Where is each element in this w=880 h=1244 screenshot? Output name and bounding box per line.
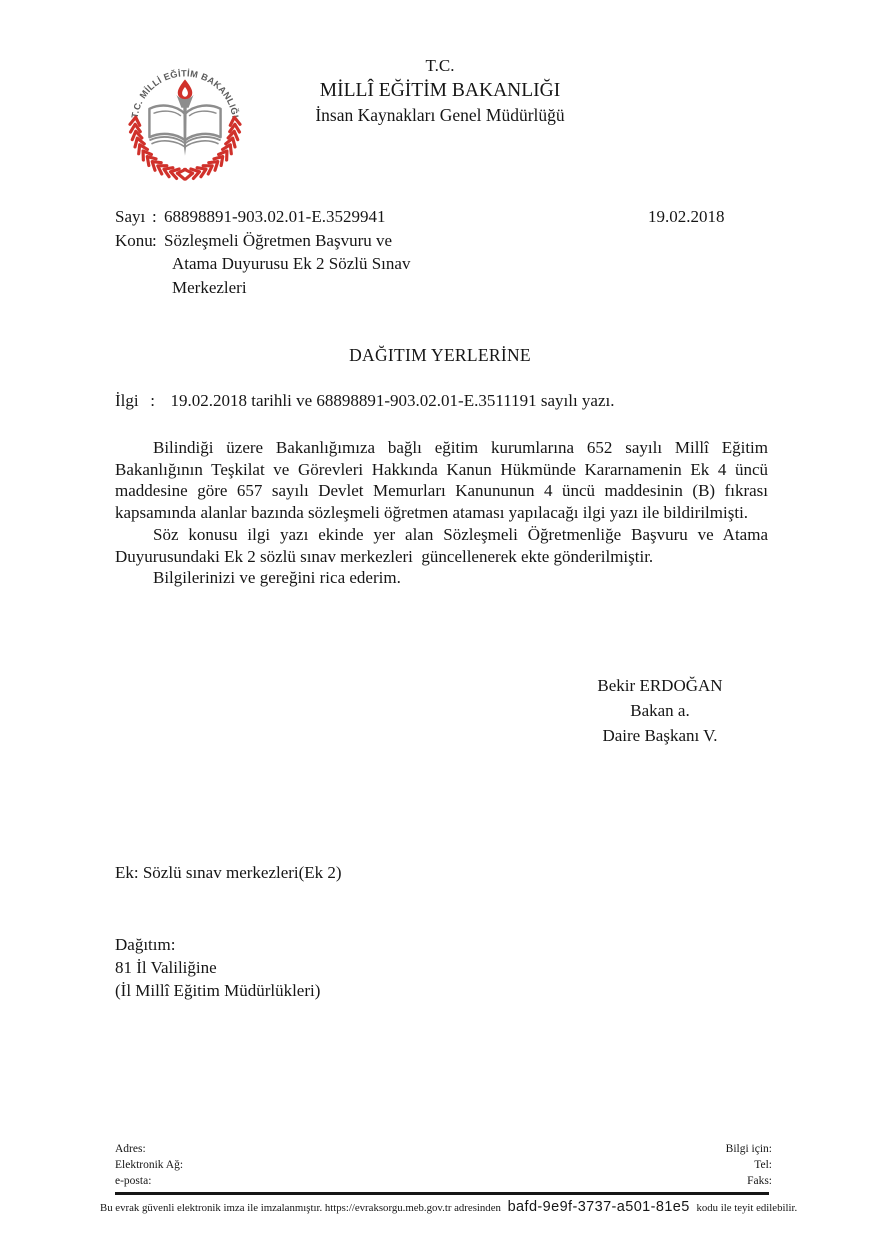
footer-contact (115, 1141, 772, 1189)
reference-colon: : (150, 391, 155, 410)
sayi-label: Sayı (115, 207, 146, 226)
konu-line: Merkezleri (172, 277, 247, 297)
footer-address-label: Adres: (115, 1143, 146, 1155)
konu-row (115, 229, 410, 300)
letter-body (115, 437, 773, 589)
sayi-value: 68898891-903.02.01-E.3529941 (164, 207, 386, 226)
header-ministry: MİLLÎ EĞİTİM BAKANLIĞI (319, 80, 561, 101)
footer-info-label: Bilgi için: (725, 1143, 772, 1155)
reference-text: 19.02.2018 tarihli ve 68898891-903.02.01-E.3511191 sayılı yazı. (170, 391, 615, 410)
footer-contact-left (115, 1141, 183, 1189)
konu-line: Atama Duyurusu Ek 2 Sözlü Sınav (172, 254, 411, 273)
verification-prefix: Bu evrak güvenli elektronik imza ile imzalanmıştır. https://evraksorgu.meb.gov.tr adresinden (100, 1202, 501, 1214)
verification-line (100, 1199, 798, 1217)
distribution-line: 81 İl Valiliğine (115, 958, 217, 977)
body-paragraph: Söz konusu ilgi yazı ekinde yer alan Sözleşmeli Öğretmenliğe Başvuru ve Atama Duyurusundaki Ek 2 sözlü sınav merkezleri güncellenerek ekte gönderilmiştir. (115, 524, 773, 566)
letterhead (0, 54, 880, 128)
attachment-line: Ek: Sözlü sınav merkezleri(Ek 2) (115, 863, 342, 882)
reference-row (115, 390, 614, 412)
footer-email-label: e-posta: (115, 1175, 152, 1187)
signature-block (500, 674, 820, 748)
footer-contact-right (726, 1141, 772, 1189)
signature-name: Bekir ERDOĞAN (597, 676, 723, 695)
body-paragraph: Bilindiği üzere Bakanlığımıza bağlı eğitim kurumlarına 652 sayılı Millî Eğitim Bakanlığının Teşkilat ve Görevleri Hakkında Kanun Hükmünde Kararnamenin Ek 4 üncü maddesine göre 657 sayılı Devlet Memurları Kanununun 4 üncü maddesinin (B) fıkrası kapsamında alanlar bazında sözleşmeli öğretmen ataması yapılacağı ilgi yazı ile bildirilmişti. (115, 438, 773, 523)
document-date: 19.02.2018 (648, 207, 725, 226)
distribution-block (115, 933, 320, 1002)
signature-title: Daire Başkanı V. (602, 725, 718, 745)
footer-tel-label: Tel: (754, 1159, 772, 1171)
konu-label: Konu (115, 230, 153, 250)
sayi-row (115, 205, 410, 229)
header-directorate: İnsan Kaynakları Genel Müdürlüğü (315, 105, 565, 125)
konu-value (164, 229, 410, 300)
konu-line: Sözleşmeli Öğretmen Başvuru ve (164, 230, 393, 250)
header-republic: T.C. (425, 56, 455, 75)
signature-capacity: Bakan a. (630, 700, 690, 720)
body-paragraph: Bilgilerinizi ve gereğini rica ederim. (153, 568, 401, 588)
sayi-colon: : (152, 207, 157, 226)
footer-divider (115, 1192, 769, 1195)
footer-network-label: Elektronik Ağ: (115, 1159, 184, 1171)
konu-colon: : (152, 230, 157, 250)
verification-code: bafd-9e9f-3737-a501-81e5 (507, 1199, 690, 1215)
footer-fax-label: Faks: (747, 1175, 772, 1187)
distribution-label: Dağıtım: (115, 935, 176, 954)
logo-arc-text: T.C. MİLLİ EĞİTİM BAKANLIĞI (129, 68, 241, 119)
recipient-line: DAĞITIM YERLERİNE (349, 345, 531, 365)
distribution-line: (İl Millî Eğitim Müdürlükleri) (115, 981, 321, 1000)
verification-suffix: kodu ile teyit edilebilir. (696, 1202, 798, 1214)
reference-label: İlgi (115, 391, 139, 410)
document-meta (115, 205, 410, 299)
